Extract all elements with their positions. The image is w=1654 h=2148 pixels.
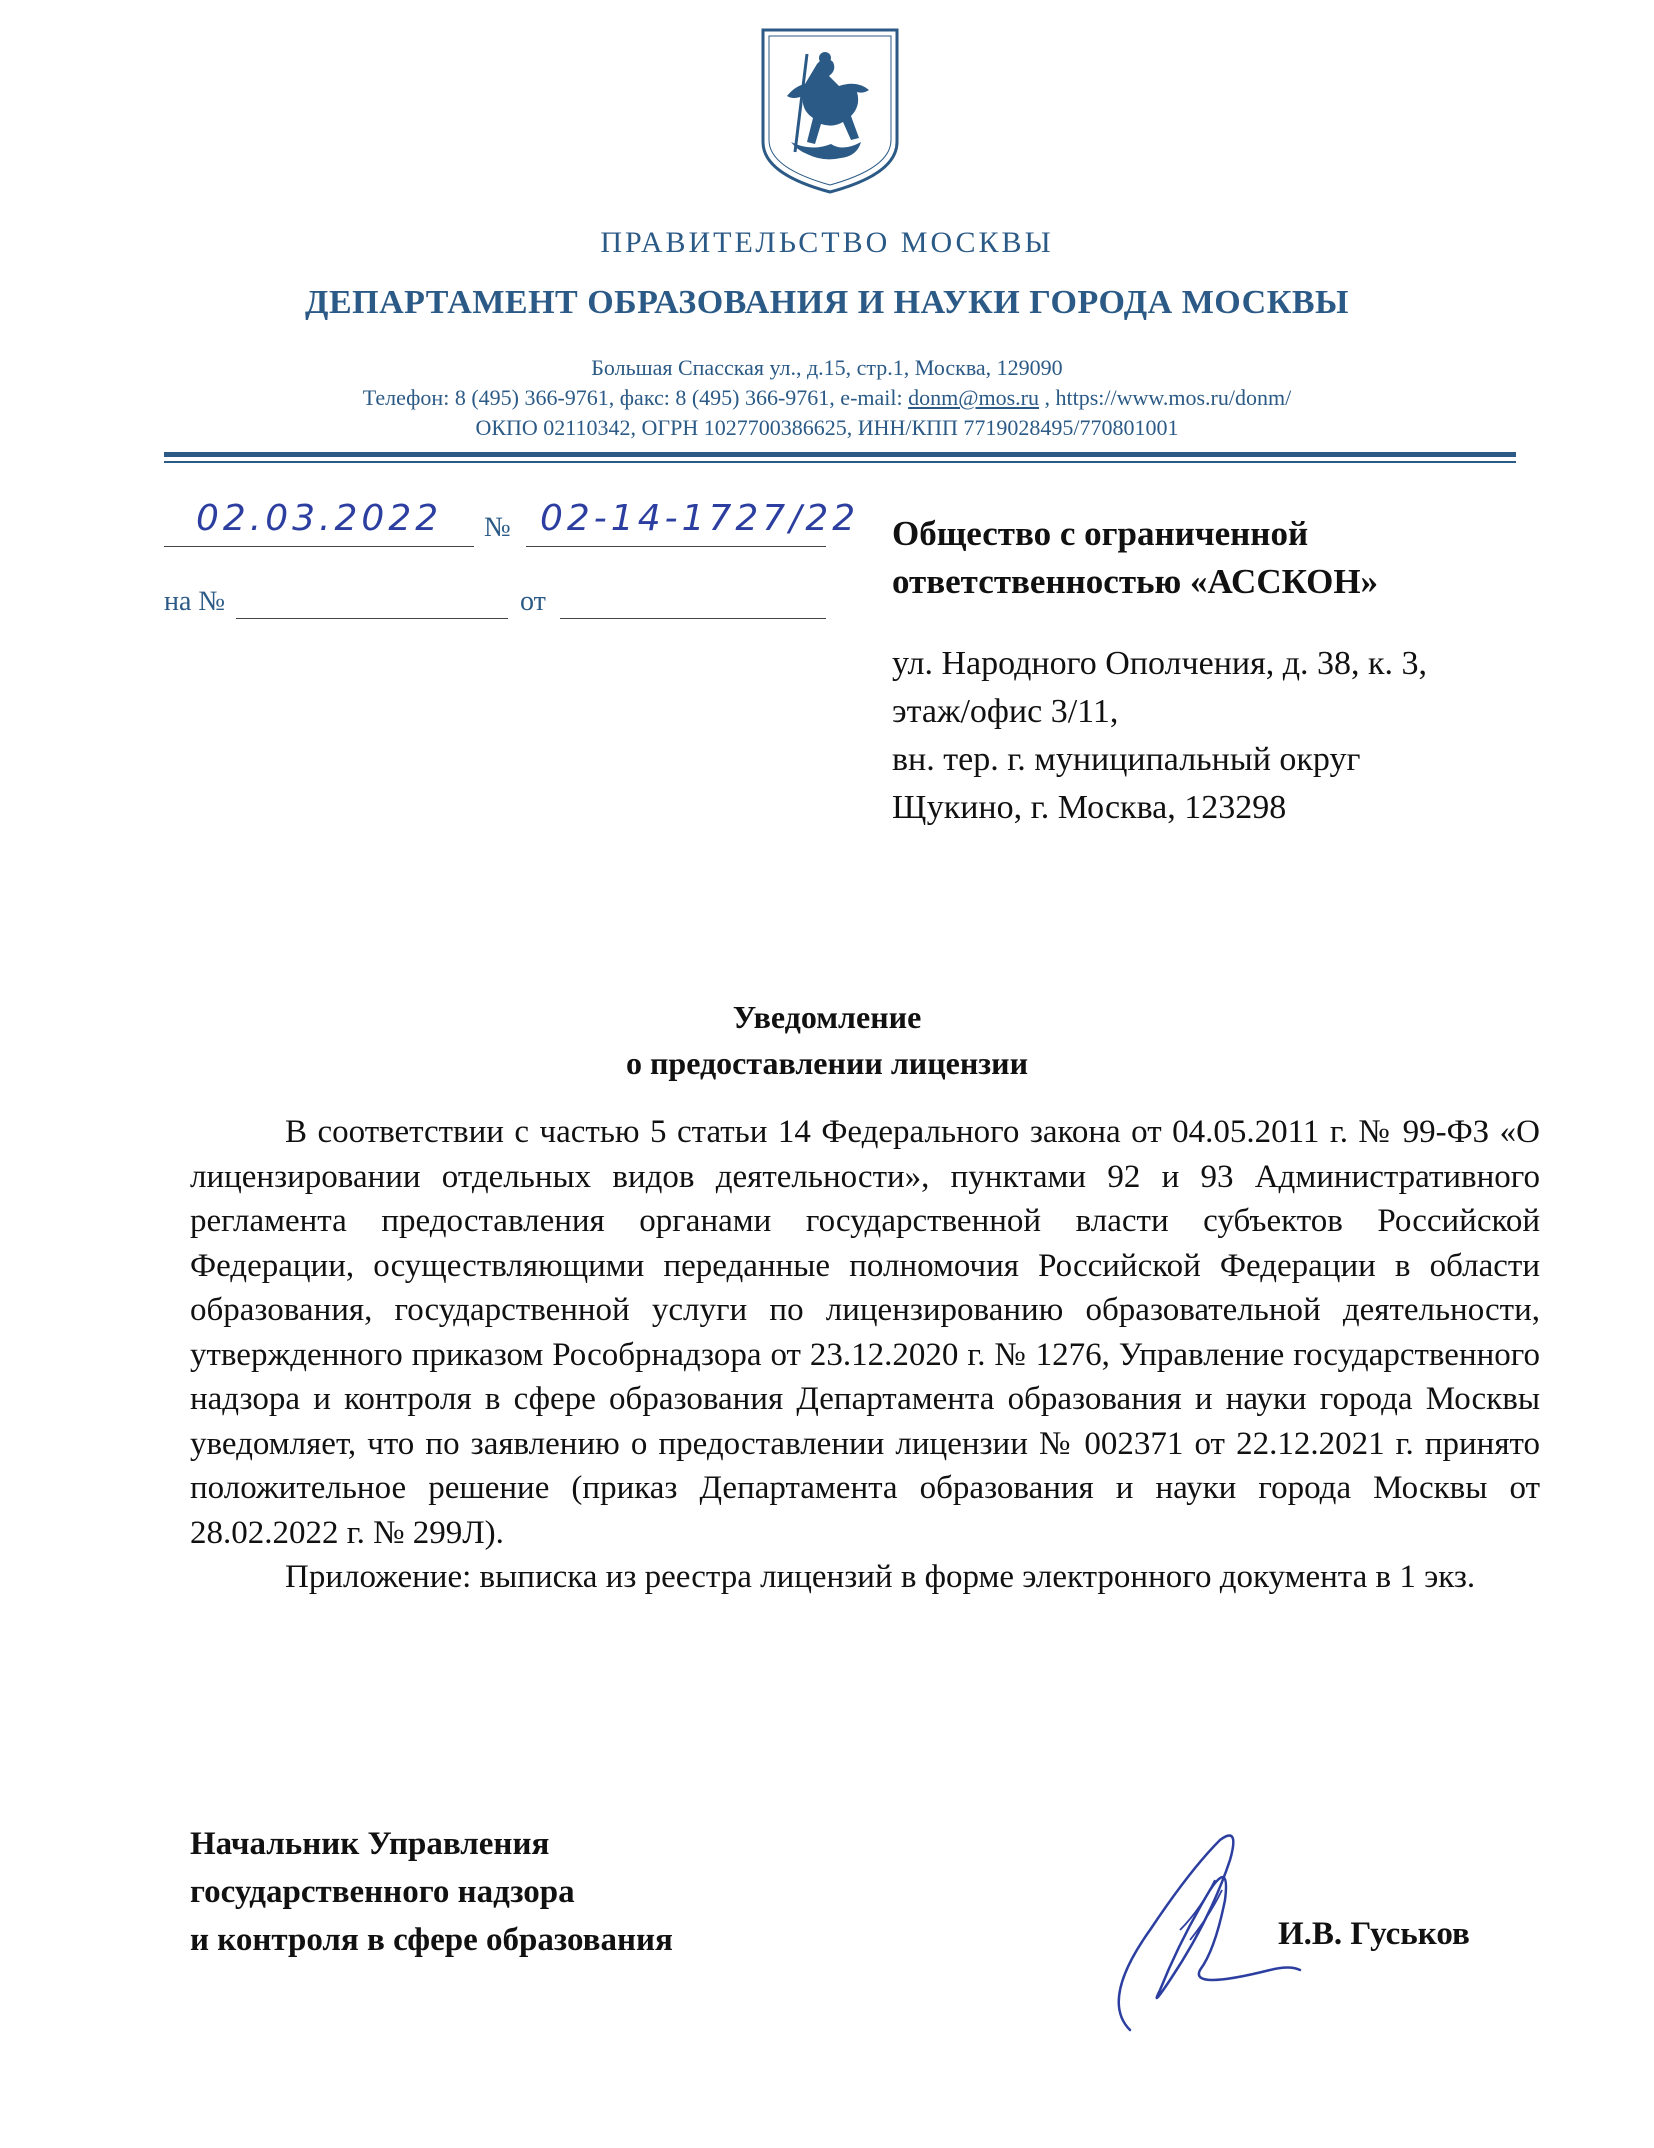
- department-address: Большая Спасская ул., д.15, стр.1, Москва, 129090: [591, 355, 1063, 380]
- addressee-address: [892, 640, 1532, 832]
- address-line: Щукино, г. Москва, 123298: [892, 789, 1287, 826]
- number-underline: [526, 546, 826, 547]
- document-title-line: о предоставлении лицензии: [625, 1045, 1029, 1081]
- signer-name: И.В. Гуськов: [1278, 1916, 1470, 1952]
- email-link[interactable]: donm@mos.ru: [908, 385, 1039, 410]
- header-divider-thin: [164, 461, 1516, 463]
- attachment-paragraph: Приложение: выписка из реестра лицензий в форме электронного документа в 1 экз.: [285, 1559, 1476, 1595]
- reply-date-label: от: [520, 586, 546, 617]
- header-divider-thick: [164, 452, 1516, 457]
- signer-position-line: Начальник Управления: [190, 1826, 550, 1862]
- number-label: №: [484, 512, 511, 543]
- document-body: [190, 1110, 1540, 1600]
- website-text: , https://www.mos.ru/donm/: [1039, 385, 1292, 410]
- department-contacts: [0, 384, 1654, 412]
- address-line: этаж/офис 3/11,: [892, 693, 1119, 730]
- handwritten-signature-icon: [1090, 1820, 1310, 2050]
- government-title: ПРАВИТЕЛЬСТВО МОСКВЫ: [600, 226, 1054, 259]
- addressee-name-line: ответственностью «АССКОН»: [892, 562, 1379, 601]
- reply-date-field: [560, 618, 826, 619]
- signer-position-line: государственного надзора: [190, 1874, 575, 1910]
- document-title: [0, 994, 1654, 1086]
- reply-number-field: [236, 618, 508, 619]
- date-underline: [164, 546, 474, 547]
- body-paragraph: В соответствии с частью 5 статьи 14 Федерального закона от 04.05.2011 г. № 99-ФЗ «О лицензировании отдельных видов деятельности», пунктами 92 и 93 Административного регламента предоставления органами государственной власти субъектов Российской Федерации, осуществляющими переданные полномочия Российской Федерации в области образования, государственной услуги по лицензированию образовательной деятельности, утвержденного приказом Рособрнадзора от 23.12.2020 г. № 1276, Управление государственного надзора и контроля в сфере образования Департамента образования и науки города Москвы уведомляет, что по заявлению о предоставлении лицензии № 002371 от 22.12.2021 г. принято положительное решение (приказ Департамента образования и науки города Москвы от 28.02.2022 г. № 299Л).: [190, 1114, 1540, 1551]
- department-title: ДЕПАРТАМЕНТ ОБРАЗОВАНИЯ И НАУКИ ГОРОДА МОСКВЫ: [305, 284, 1349, 321]
- moscow-coat-of-arms-icon: [755, 24, 905, 196]
- phone-fax-text: Телефон: 8 (495) 366-9761, факс: 8 (495) 366-9761, e-mail:: [362, 385, 909, 410]
- signer-position: [190, 1820, 673, 1964]
- signer-position-line: и контроля в сфере образования: [190, 1922, 673, 1958]
- document-title-line: Уведомление: [732, 999, 922, 1035]
- address-line: вн. тер. г. муниципальный округ: [892, 741, 1361, 778]
- reply-number-label: на №: [164, 586, 226, 617]
- department-codes: ОКПО 02110342, ОГРН 1027700386625, ИНН/КПП 7719028495/770801001: [475, 415, 1179, 440]
- outgoing-number: 02-14-1727/22: [540, 498, 860, 539]
- outgoing-date: 02.03.2022: [196, 498, 443, 539]
- addressee-name-line: Общество с ограниченной: [892, 514, 1309, 553]
- address-line: ул. Народного Ополчения, д. 38, к. 3,: [892, 645, 1428, 682]
- addressee-name: [892, 510, 1532, 606]
